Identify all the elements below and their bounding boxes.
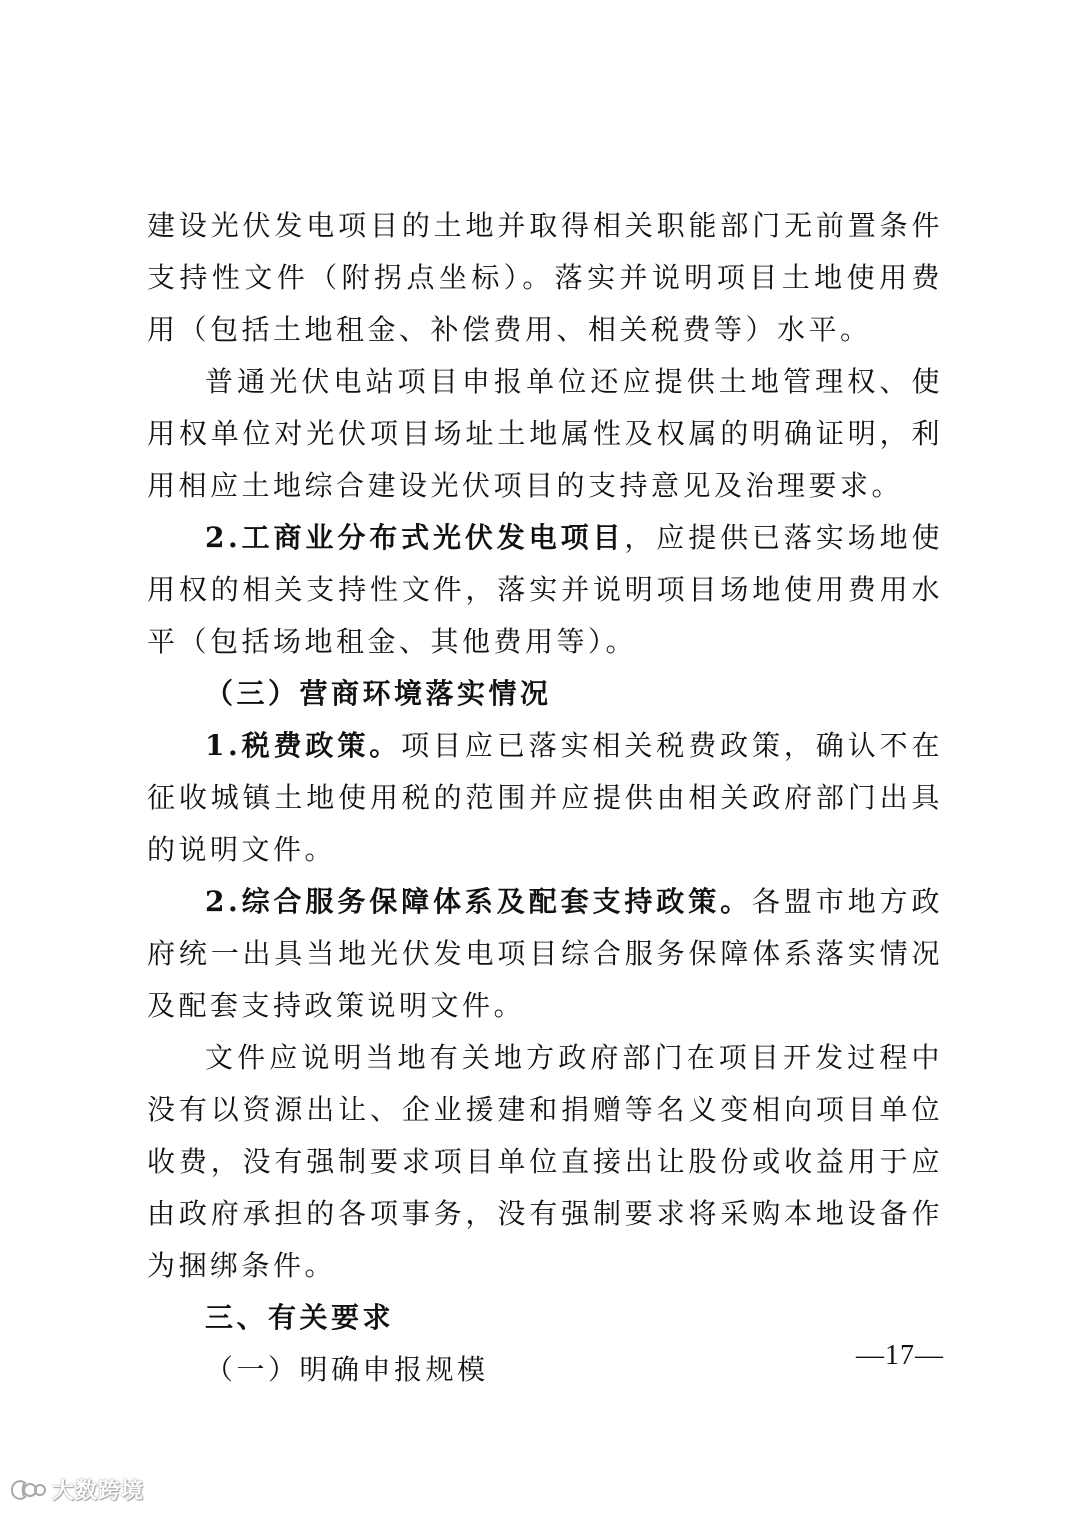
paragraph-tax-policy-body: 项目应已落实相关税费政策，确认不在征收城镇土地使用税的范围并应提供由相关政府部门出具的说明文件。 <box>147 729 943 866</box>
document-body <box>147 200 943 1396</box>
heading-related-requirements: 三、有关要求 <box>205 1301 395 1334</box>
paragraph-tax-policy-heading: 1.税费政策。 <box>205 729 402 762</box>
watermark-logo-icon <box>8 1475 48 1505</box>
paragraph-service-guarantee <box>147 876 943 1032</box>
paragraph-commercial-distributed-pv-body: ，应提供已落实场地使用权的相关支持性文件，落实并说明项目场地使用费用水平（包括场地租金、其他费用等）。 <box>147 521 943 658</box>
paragraph-land-requirements: 建设光伏发电项目的土地并取得相关职能部门无前置条件支持性文件（附拐点坐标）。落实并说明项目土地使用费用（包括土地租金、补偿费用、相关税费等）水平。 <box>147 209 943 346</box>
paragraph-ordinary-pv-station: 普通光伏电站项目申报单位还应提供土地管理权、使用权单位对光伏项目场址土地属性及权属的明确证明，利用相应土地综合建设光伏项目的支持意见及治理要求。 <box>147 365 943 502</box>
paragraph-service-guarantee-body: 各盟市地方政府统一出具当地光伏发电项目综合服务保障体系落实情况及配套支持政策说明文件。 <box>147 885 943 1022</box>
paragraph-service-guarantee-heading: 2.综合服务保障体系及配套支持政策。 <box>205 885 752 918</box>
paragraph-document-explanation: 文件应说明当地有关地方政府部门在项目开发过程中没有以资源出让、企业援建和捐赠等名义变相向项目单位收费，没有强制要求项目单位直接出让股份或收益用于应由政府承担的各项事务，没有强制要求将采购本地设备作为捆绑条件。 <box>147 1041 943 1282</box>
page-number: —17— <box>856 1340 944 1371</box>
section-business-environment-title: （三）营商环境落实情况 <box>205 677 552 710</box>
subheading-declare-scale: （一）明确申报规模 <box>205 1353 489 1386</box>
watermark <box>8 1474 144 1505</box>
paragraph-commercial-distributed-pv-heading: 2.工商业分布式光伏发电项目 <box>205 521 625 554</box>
paragraph-commercial-distributed-pv <box>147 512 943 668</box>
watermark-text: 大数跨境 <box>52 1479 145 1504</box>
paragraph-tax-policy <box>147 720 943 876</box>
